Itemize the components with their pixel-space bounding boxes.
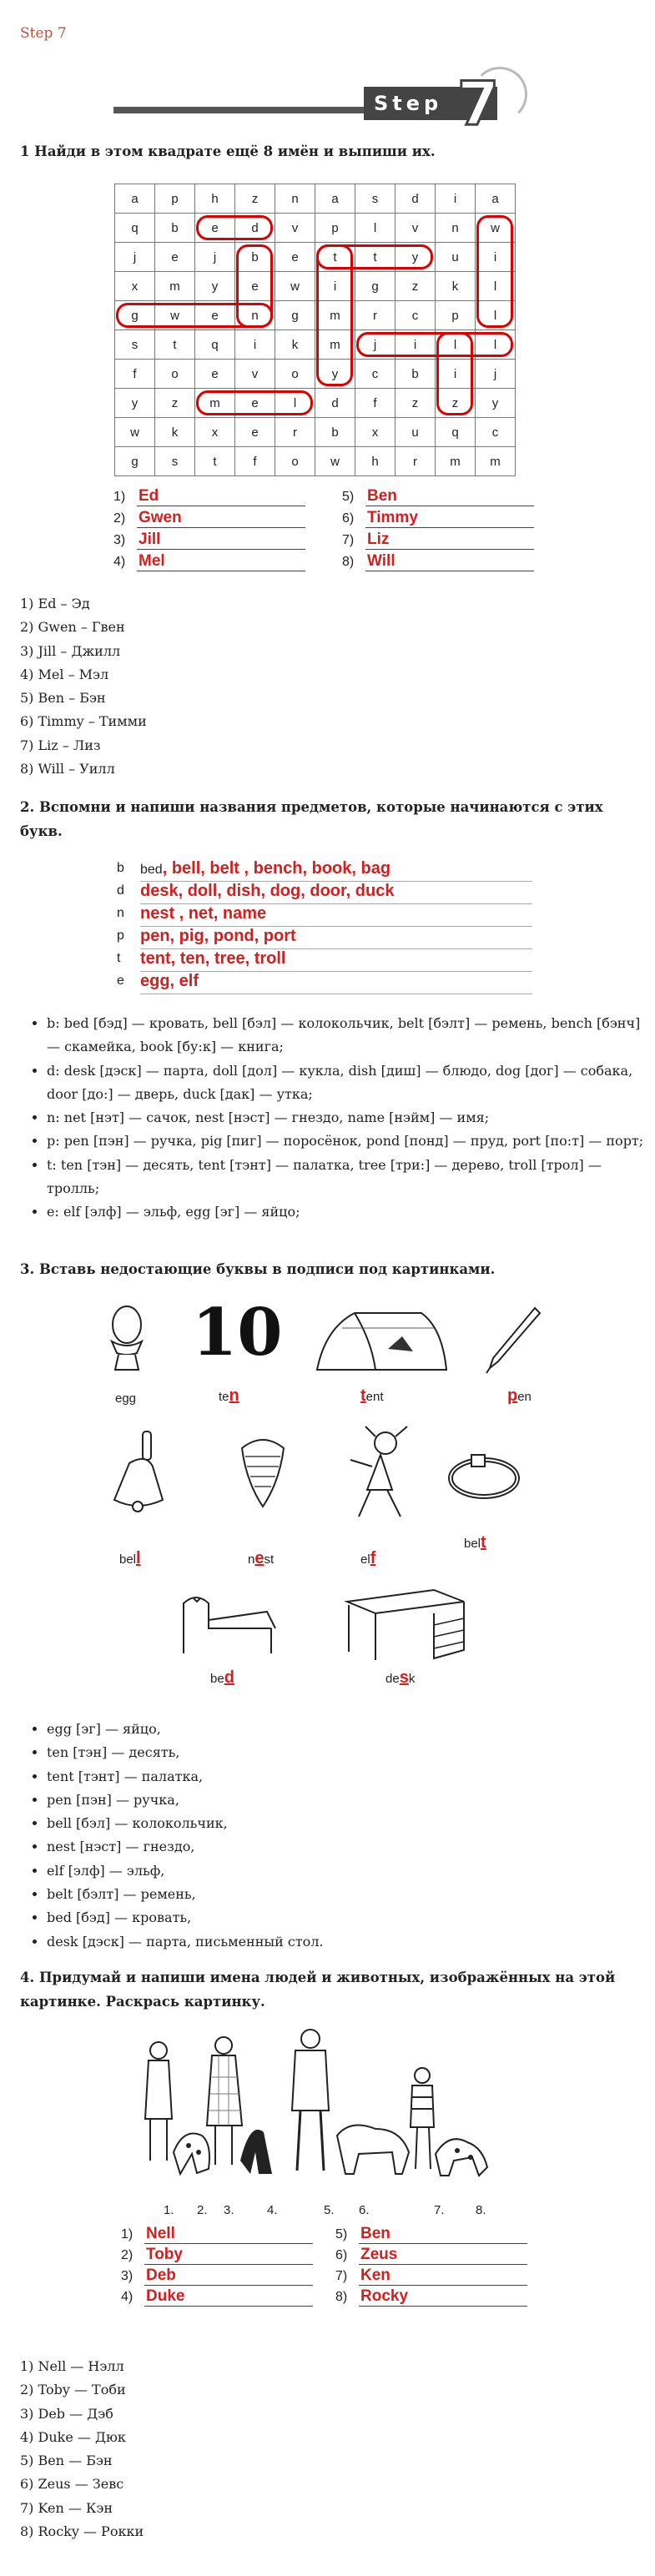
bullet-item: • b: bed [бэд] — кровать, bell [бэл] — колокольчик, belt [бэлт] — ремень, bench [бэнч] — скамейка, book [бу:к] — книга; — [47, 1012, 647, 1059]
grid-cell: e — [235, 418, 275, 447]
caption-text: k — [408, 1672, 416, 1686]
bell-picture — [104, 1428, 171, 1520]
picture-number: 1. — [164, 2203, 174, 2217]
grid-cell: a — [315, 184, 355, 214]
grid-cell: e — [155, 243, 195, 272]
picture-caption — [507, 1386, 532, 1406]
picture-caption — [248, 1549, 274, 1568]
translation-line: 7) Ken — Кэн — [20, 2499, 113, 2516]
row-answer: egg, elf — [140, 972, 199, 990]
row-answer: , bell, belt , bench, book, bag — [162, 859, 391, 878]
row-letter: t — [117, 951, 121, 965]
picture-caption — [360, 1549, 375, 1568]
grid-cell: i — [436, 360, 476, 389]
grid-cell: w — [315, 447, 355, 476]
grid-cell: y — [115, 389, 155, 418]
answer-row — [113, 531, 305, 550]
answer-number: 6) — [335, 2248, 348, 2262]
answer-row — [342, 531, 534, 550]
answer-row — [342, 509, 534, 528]
bullet-item: • elf [элф] — эльф, — [47, 1859, 647, 1883]
translation-line: 5) Ben — Бэн — [20, 2453, 113, 2469]
answer-value: Toby — [144, 2246, 313, 2265]
grid-cell: y — [195, 272, 235, 301]
answer-value: Zeus — [359, 2246, 527, 2265]
grid-cell: o — [275, 447, 315, 476]
grid-cell: l — [275, 389, 315, 418]
grid-cell: i — [315, 272, 355, 301]
translation-line: 6) Zeus — Зевс — [20, 2476, 124, 2493]
answer-number: 8) — [335, 2290, 348, 2304]
answer-value: Duke — [144, 2287, 313, 2307]
step-banner — [113, 68, 527, 138]
grid-cell: y — [476, 389, 516, 418]
translation-line: 6) Timmy – Тимми — [20, 713, 147, 730]
translation-line: 2) Gwen – Гвен — [20, 619, 125, 636]
caption-missing-letter: t — [481, 1533, 486, 1552]
caption-missing-letter: l — [136, 1549, 141, 1567]
highlight-oval — [196, 215, 273, 240]
grid-cell: k — [155, 418, 195, 447]
caption-text: st — [264, 1552, 275, 1567]
tent-picture — [309, 1303, 451, 1378]
highlight-oval — [476, 215, 513, 328]
grid-cell: r — [275, 418, 315, 447]
grid-cell: n — [275, 184, 315, 214]
row-letter: b — [117, 861, 124, 875]
grid-cell: w — [155, 301, 195, 330]
answer-number: 5) — [335, 2227, 348, 2241]
picture-caption — [119, 1549, 141, 1568]
picture-number: 3. — [224, 2203, 234, 2217]
answer-row — [335, 2267, 527, 2286]
grid-cell: w — [275, 272, 315, 301]
grid-cell: j — [476, 360, 516, 389]
picture-caption — [115, 1391, 136, 1406]
row-answer: tent, ten, tree, troll — [140, 949, 286, 968]
answer-number: 5) — [342, 490, 355, 504]
task2-bullets — [20, 1012, 647, 1225]
banner-line — [113, 107, 364, 113]
elf-picture — [342, 1423, 417, 1523]
row-letter: p — [117, 928, 124, 943]
grid-cell: x — [115, 272, 155, 301]
grid-cell: m — [436, 447, 476, 476]
answer-row — [113, 552, 305, 571]
bullet-item: • d: desk [дэск] — парта, doll [дол] — кукла, dish [диш] — блюдо, dog [дог] — собака, door [до:] — дверь, duck [дак] — утка; — [47, 1059, 647, 1107]
step-label: Step 7 — [20, 25, 67, 42]
grid-cell: i — [436, 184, 476, 214]
grid-cell: p — [315, 214, 355, 243]
highlight-oval — [436, 332, 473, 415]
caption-text: te — [219, 1390, 229, 1404]
answer-value: Rocky — [359, 2287, 527, 2307]
task4-translations — [20, 2355, 144, 2543]
answer-number: 1) — [121, 2227, 134, 2241]
picture-caption — [360, 1386, 384, 1406]
bullet-item: • ten [тэн] — десять, — [47, 1741, 647, 1764]
grid-row — [115, 184, 516, 214]
answer-value: Ken — [359, 2267, 527, 2286]
ten-picture: 10 — [192, 1295, 283, 1371]
grid-cell: m — [476, 447, 516, 476]
people-animals-picture — [125, 2027, 517, 2194]
grid-cell: m — [195, 389, 235, 418]
answer-value: Gwen — [137, 509, 305, 528]
answer-number: 7) — [342, 533, 355, 547]
grid-cell: d — [235, 214, 275, 243]
bullet-item: • egg [эг] — яйцо, — [47, 1718, 647, 1741]
answer-value: Ben — [359, 2225, 527, 2244]
grid-cell: f — [235, 447, 275, 476]
grid-cell: l — [355, 214, 396, 243]
task1-title: 1 Найди в этом квадрате ещё 8 имён и выпиши их. — [20, 143, 436, 159]
grid-cell: q — [115, 214, 155, 243]
task3-title: 3. Вставь недостающие буквы в подписи под картинками. — [20, 1261, 496, 1277]
grid-cell: s — [355, 184, 396, 214]
grid-cell: p — [155, 184, 195, 214]
grid-cell: j — [355, 330, 396, 360]
answer-number: 7) — [335, 2269, 348, 2283]
caption-text: egg — [115, 1391, 137, 1406]
grid-cell: i — [396, 330, 436, 360]
grid-cell: h — [195, 184, 235, 214]
answer-row — [335, 2225, 527, 2244]
translation-line: 4) Mel – Мэл — [20, 666, 109, 682]
picture-caption — [385, 1668, 415, 1688]
grid-cell: m — [155, 272, 195, 301]
picture-number: 5. — [324, 2203, 335, 2217]
caption-text: el — [360, 1552, 370, 1567]
grid-cell: z — [235, 184, 275, 214]
row-answer: desk, doll, dish, dog, door, duck — [140, 882, 395, 900]
translation-line: 3) Deb — Дэб — [20, 2405, 113, 2422]
grid-cell: l — [476, 330, 516, 360]
translation-line: 2) Toby — Тоби — [20, 2382, 126, 2398]
caption-text: en — [517, 1390, 532, 1404]
task2-rows — [117, 859, 551, 994]
grid-cell: l — [436, 330, 476, 360]
answer-number: 3) — [121, 2269, 134, 2283]
answer-value: Deb — [144, 2267, 313, 2286]
grid-cell: d — [396, 184, 436, 214]
letter-row — [117, 927, 532, 949]
translation-line: 3) Jill – Джилл — [20, 642, 121, 659]
translation-line: 7) Liz – Лиз — [20, 737, 101, 753]
caption-text: be — [210, 1672, 224, 1686]
caption-text: bel — [119, 1552, 137, 1567]
grid-cell: c — [355, 360, 396, 389]
task1-translations — [20, 592, 147, 781]
answer-value: Mel — [137, 552, 305, 571]
pen-picture — [480, 1303, 547, 1378]
grid-row — [115, 243, 516, 272]
grid-cell: f — [115, 360, 155, 389]
answer-number: 2) — [113, 511, 126, 526]
grid-cell: o — [275, 360, 315, 389]
caption-text: de — [385, 1672, 400, 1686]
grid-cell: m — [315, 330, 355, 360]
grid-cell: x — [355, 418, 396, 447]
task2-title: 2. Вспомни и напиши названия предметов, которые начинаются с этих букв. — [20, 799, 603, 839]
grid-cell: n — [436, 214, 476, 243]
caption-missing-letter: n — [229, 1386, 239, 1405]
grid-cell: i — [476, 243, 516, 272]
answer-value: Timmy — [365, 509, 534, 528]
grid-cell: f — [355, 389, 396, 418]
nest-picture — [234, 1431, 292, 1515]
bullet-item: • bed [бэд] — кровать, — [47, 1906, 647, 1929]
grid-cell: b — [396, 360, 436, 389]
bullet-item: • belt [бэлт] — ремень, — [47, 1883, 647, 1906]
grid-row — [115, 418, 516, 447]
caption-text: bel — [464, 1537, 481, 1551]
grid-row — [115, 447, 516, 476]
answer-row — [121, 2287, 313, 2307]
highlight-oval — [196, 390, 313, 415]
row-letter: e — [117, 974, 124, 988]
picture-number: 2. — [197, 2203, 208, 2217]
answer-number: 4) — [113, 555, 126, 569]
caption-missing-letter: d — [224, 1668, 234, 1687]
grid-cell: v — [235, 360, 275, 389]
row-prefix: bed — [140, 863, 163, 877]
word-grid — [114, 184, 516, 476]
bullet-item: • pen [пэн] — ручка, — [47, 1789, 647, 1812]
bed-picture — [175, 1587, 284, 1662]
picture-number: 8. — [476, 2203, 486, 2217]
grid-cell: e — [235, 272, 275, 301]
grid-cell: b — [235, 243, 275, 272]
grid-cell: l — [476, 272, 516, 301]
answer-number: 4) — [121, 2290, 134, 2304]
grid-cell: p — [436, 301, 476, 330]
grid-row — [115, 214, 516, 243]
grid-cell: v — [396, 214, 436, 243]
bullet-item: • p: pen [пэн] — ручка, pig [пиг] — поросёнок, pond [понд] — пруд, port [по:т] — порт; — [47, 1130, 647, 1153]
grid-cell: e — [195, 214, 235, 243]
translation-line: 8) Rocky — Рокки — [20, 2523, 144, 2540]
grid-cell: k — [275, 330, 315, 360]
answer-row — [335, 2287, 527, 2307]
highlight-oval — [356, 332, 513, 357]
grid-cell: r — [355, 301, 396, 330]
grid-cell: z — [396, 389, 436, 418]
grid-cell: v — [275, 214, 315, 243]
picture-number: 4. — [267, 2203, 278, 2217]
caption-missing-letter: s — [399, 1668, 409, 1687]
grid-cell: c — [396, 301, 436, 330]
grid-cell: t — [195, 447, 235, 476]
grid-cell: k — [436, 272, 476, 301]
row-letter: n — [117, 906, 124, 920]
row-letter: d — [117, 883, 124, 898]
answer-row — [113, 509, 305, 528]
letter-row — [117, 949, 532, 972]
caption-missing-letter: p — [507, 1386, 518, 1405]
grid-cell: q — [436, 418, 476, 447]
grid-cell: g — [115, 447, 155, 476]
picture-caption — [219, 1386, 239, 1406]
answer-value: Ben — [365, 487, 534, 506]
banner-word: Step — [364, 87, 497, 120]
grid-cell: w — [476, 214, 516, 243]
grid-cell: t — [155, 330, 195, 360]
grid-cell: e — [195, 301, 235, 330]
grid-cell: t — [355, 243, 396, 272]
grid-cell: n — [235, 301, 275, 330]
answer-row — [121, 2267, 313, 2286]
translation-line: 8) Will – Уилл — [20, 761, 115, 777]
answer-number: 3) — [113, 533, 126, 547]
translation-line: 5) Ben – Бэн — [20, 690, 106, 707]
grid-cell: o — [155, 360, 195, 389]
answer-row — [121, 2225, 313, 2244]
row-answer: nest , net, name — [140, 904, 267, 923]
caption-missing-letter: e — [254, 1549, 265, 1567]
belt-picture — [446, 1453, 521, 1503]
grid-cell: q — [195, 330, 235, 360]
grid-cell: a — [476, 184, 516, 214]
grid-cell: j — [115, 243, 155, 272]
translation-line: 1) Ed – Эд — [20, 596, 90, 611]
grid-cell: r — [396, 447, 436, 476]
grid-cell: e — [195, 360, 235, 389]
grid-cell: y — [315, 360, 355, 389]
grid-cell: c — [476, 418, 516, 447]
answer-value: Liz — [365, 531, 534, 550]
grid-cell: e — [275, 243, 315, 272]
grid-cell: g — [355, 272, 396, 301]
bullet-item: • tent [тэнт] — палатка, — [47, 1765, 647, 1789]
answer-row — [342, 487, 534, 506]
answer-value: Jill — [137, 531, 305, 550]
caption-missing-letter: f — [370, 1549, 376, 1567]
highlight-oval — [116, 303, 273, 328]
grid-cell: z — [436, 389, 476, 418]
grid-cell: l — [476, 301, 516, 330]
grid-cell: u — [436, 243, 476, 272]
letter-row — [117, 859, 532, 882]
caption-missing-letter: t — [360, 1386, 366, 1405]
desk-picture — [342, 1585, 467, 1664]
grid-cell: w — [115, 418, 155, 447]
row-answer: pen, pig, pond, port — [140, 927, 296, 945]
picture-caption — [210, 1668, 234, 1688]
answer-row — [121, 2246, 313, 2265]
grid-cell: y — [396, 243, 436, 272]
egg-picture — [102, 1301, 152, 1376]
letter-row — [117, 972, 532, 994]
grid-cell: z — [155, 389, 195, 418]
grid-cell: d — [315, 389, 355, 418]
caption-text: n — [248, 1552, 255, 1567]
answer-number: 8) — [342, 555, 355, 569]
grid-cell: s — [155, 447, 195, 476]
grid-cell: s — [115, 330, 155, 360]
grid-cell: i — [235, 330, 275, 360]
grid-cell: b — [315, 418, 355, 447]
picture-number: 7. — [434, 2203, 445, 2217]
answer-row — [113, 487, 305, 506]
letter-row — [117, 904, 532, 927]
bullet-item: • t: ten [тэн] — десять, tent [тэнт] — палатка, tree [три:] — дерево, troll [трол] — тролль; — [47, 1154, 647, 1201]
grid-cell: m — [315, 301, 355, 330]
task3-bullets — [20, 1718, 647, 1954]
bullet-item: • nest [нэст] — гнездо, — [47, 1835, 647, 1859]
answer-number: 6) — [342, 511, 355, 526]
grid-cell: h — [355, 447, 396, 476]
answer-number: 2) — [121, 2248, 134, 2262]
letter-row — [117, 882, 532, 904]
answer-row — [335, 2246, 527, 2265]
banner-number: 7 — [457, 68, 500, 138]
task4-title: 4. Придумай и напиши имена людей и животных, изображённых на этой картинке. Раскрась картинку. — [20, 1970, 616, 2010]
answer-value: Will — [365, 552, 534, 571]
bullet-item: • desk [дэск] — парта, письменный стол. — [47, 1930, 647, 1954]
bullet-item: • e: elf [элф] — эльф, egg [эг] — яйцо; — [47, 1200, 647, 1224]
grid-cell: u — [396, 418, 436, 447]
translation-line: 4) Duke — Дюк — [20, 2428, 126, 2445]
grid-cell: b — [155, 214, 195, 243]
caption-text: ent — [365, 1390, 384, 1404]
highlight-oval — [316, 244, 433, 269]
answer-value: Ed — [137, 487, 305, 506]
picture-caption — [464, 1533, 486, 1552]
grid-cell: g — [115, 301, 155, 330]
grid-cell: a — [115, 184, 155, 214]
answer-value: Nell — [144, 2225, 313, 2244]
answer-row — [342, 552, 534, 571]
grid-cell: x — [195, 418, 235, 447]
grid-cell: g — [275, 301, 315, 330]
grid-cell: z — [396, 272, 436, 301]
translation-line: 1) Nell — Нэлл — [20, 2358, 124, 2374]
picture-number: 6. — [359, 2203, 370, 2217]
bullet-item: • bell [бэл] — колокольчик, — [47, 1812, 647, 1835]
grid-cell: e — [235, 389, 275, 418]
grid-row — [115, 272, 516, 301]
answer-number: 1) — [113, 490, 126, 504]
grid-cell: t — [315, 243, 355, 272]
grid-cell: j — [195, 243, 235, 272]
bullet-item: • n: net [нэт] — сачок, nest [нэст] — гнездо, name [нэйм] — имя; — [47, 1106, 647, 1130]
